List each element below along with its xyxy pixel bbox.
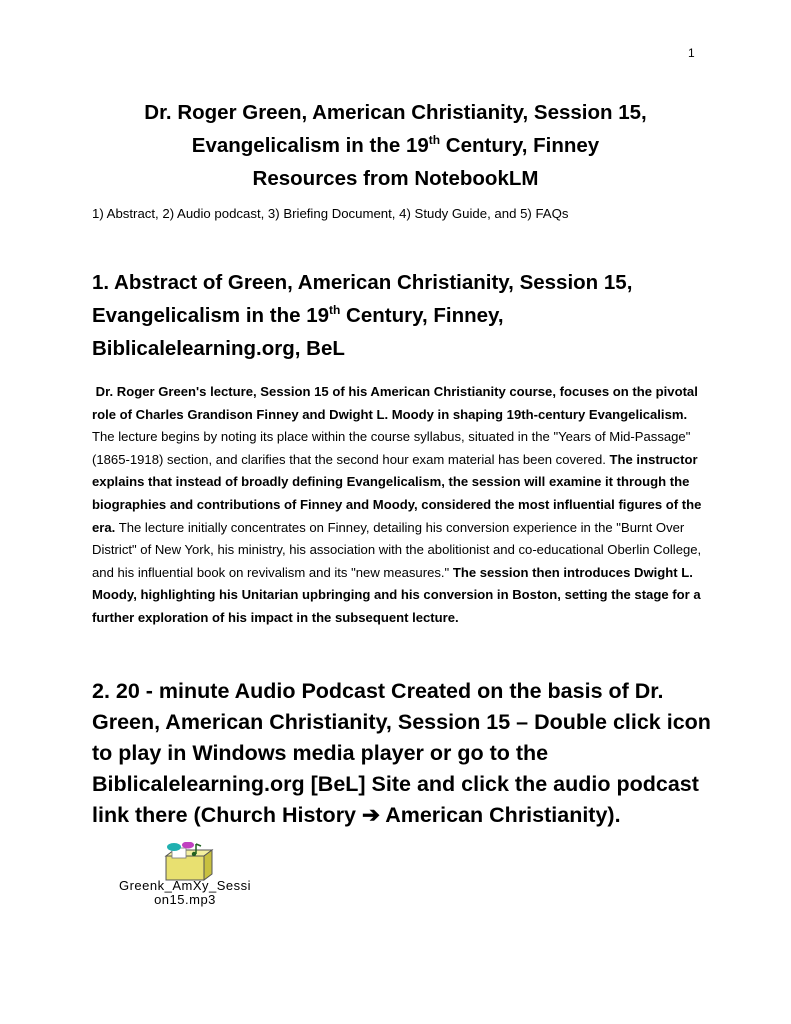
section-2-heading [92, 676, 712, 831]
title-line-3: Resources from NotebookLM [252, 167, 539, 190]
title-text: Evangelicalism in the 19 [191, 134, 429, 157]
document-title [60, 96, 731, 195]
title-text: Century, Finney [440, 134, 600, 157]
heading-text: 2. 20 - minute Audio Podcast Created on the basis of Dr. Green, American Christianity, Session 15 – Double click icon to play in Windows media player or go to the Biblicalelearning.org [BeL] Site and click the audio podcast link there (Church History [92, 679, 711, 827]
abstract-text: The lecture initially concentrates on Finney, detailing his conversion experience in the "Burnt Over District" of New York, his ministry, his association with the abolitionist and co-educational Oberlin College, and his influential book on revivalism and its "new measures." [92, 519, 702, 580]
section-1-heading [92, 266, 712, 365]
heading-text: American Christianity). [380, 803, 621, 827]
arrow-icon: ➔ [362, 803, 381, 827]
abstract-paragraph [92, 381, 707, 630]
title-sup: th [428, 133, 441, 148]
heading-line: Biblicalelearning.org, BeL [92, 337, 345, 360]
resources-list: 1) Abstract, 2) Audio podcast, 3) Briefing Document, 4) Study Guide, and 5) FAQs [92, 206, 569, 221]
abstract-bold: Dr. Roger Green's lecture, Session 15 of his American Christianity course, focuses on the pivotal role of Charles Grandison Finney and Dwight L. Moody in shaping 19th-century Evangelicalism. [92, 384, 698, 422]
title-line-1: Dr. Roger Green, American Christianity, Session 15, [144, 101, 647, 124]
title-line-2 [60, 129, 731, 162]
heading-line: 1. Abstract of Green, American Christianity, Session 15, [92, 271, 633, 294]
file-name-line: Greenk_AmXy_Sessi [118, 878, 252, 893]
heading-text: Evangelicalism in the 19 [92, 304, 329, 327]
heading-sup: th [329, 303, 341, 318]
audio-file-name[interactable] [94, 879, 276, 907]
abstract-text: The lecture begins by noting its place within the course syllabus, situated in the "Years of Mid-Passage" (1865-1918) section, and clarifies that the second hour exam material has been covered. [92, 429, 691, 467]
abstract-bold: The instructor explains that instead of broadly defining Evangelicalism, the session will examine it through the biographies and contributions of Finney and Moody, considered the most influential figures of the era. [92, 451, 702, 535]
audio-package-icon[interactable] [160, 842, 216, 882]
page-number: 1 [688, 46, 695, 60]
heading-line [92, 299, 712, 332]
file-name-line: on15.mp3 [154, 892, 216, 907]
heading-text: Century, Finney, [340, 304, 504, 327]
abstract-bold: The session then introduces Dwight L. Moody, highlighting his Unitarian upbringing and his conversion in Boston, setting the stage for a further exploration of his impact in the subsequent lecture. [92, 564, 701, 625]
